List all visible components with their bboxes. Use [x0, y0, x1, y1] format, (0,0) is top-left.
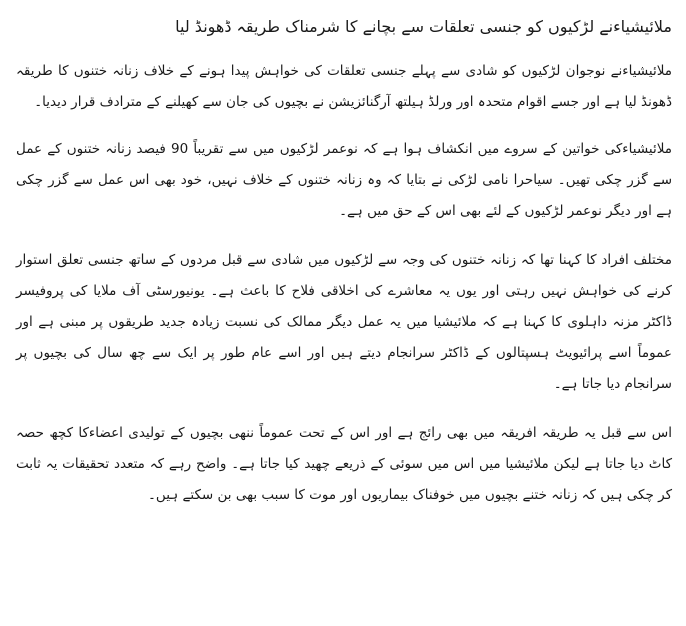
article-headline: ملائیشیاءنے لڑکیوں کو جنسی تعلقات سے بچانے کا شرمناک طریقہ ڈھونڈ لیا	[175, 17, 672, 36]
article-paragraph-2: ملائیشیاءکی خواتین کے سروے میں انکشاف ہوا ہے کہ نوعمر لڑکیوں میں سے تقریباً 90 فیصد زنانہ ختنوں کے عمل سے گزر چکی تھیں۔ سیاحرا نامی لڑکی نے بتایا کہ وہ زنانہ ختنوں کے خلاف نہیں، خود بھی اس عمل سے گزر چکی ہے اور دیگر نوعمر لڑکیوں کے لئے بھی اس کے حق میں ہے۔	[16, 141, 672, 219]
article-paragraph-3: مختلف افراد کا کہنا تھا کہ زنانہ ختنوں کی وجہ سے لڑکیوں میں شادی سے قبل مردوں کے ساتھ جنسی تعلق استوار کرنے کی خواہش نہیں رہتی اور یوں یہ معاشرے کی اخلاقی فلاح کا باعث ہے۔ یونیورسٹی آف ملایا کی پروفیسر ڈاکٹر مزنہ داہلوی کا کہنا ہے کہ ملائیشیا میں یہ عمل دیگر ممالک کی نسبت زیادہ جدید طریقوں پر مبنی ہے اور عموماً اسے پرائیویٹ ہسپتالوں کے ڈاکٹر سرانجام دیتے ہیں اور اسے عام طور پر ایک سے چھ سال کی بچیوں پر سرانجام دیا جاتا ہے۔	[16, 252, 672, 392]
article-paragraph-1: ملائیشیاءنے نوجوان لڑکیوں کو شادی سے پہلے جنسی تعلقات کی خواہش پیدا ہونے کے خلاف زنانہ ختنوں کا طریقہ ڈھونڈ لیا ہے اور جسے اقوام متحدہ اور ورلڈ ہیلتھ آرگنائزیشن نے بچیوں کی جان سے کھیلنے کے مترادف قرار دیدیا۔	[16, 63, 672, 110]
article	[16, 0, 672, 511]
article-paragraph-4: اس سے قبل یہ طریقہ افریقہ میں بھی رائج ہے اور اس کے تحت عموماً ننھی بچیوں کے تولیدی اعضاءکا کچھ حصہ کاٹ دیا جاتا ہے لیکن ملائیشیا میں اس میں سوئی کے ذریعے چھید کیا جاتا ہے۔ واضح رہے کہ متعدد تحقیقات یہ ثابت کر چکی ہیں کہ زنانہ ختنے بچیوں میں خوفناک بیماریوں اور موت کا سبب بھی بن سکتے ہیں۔	[16, 425, 672, 503]
